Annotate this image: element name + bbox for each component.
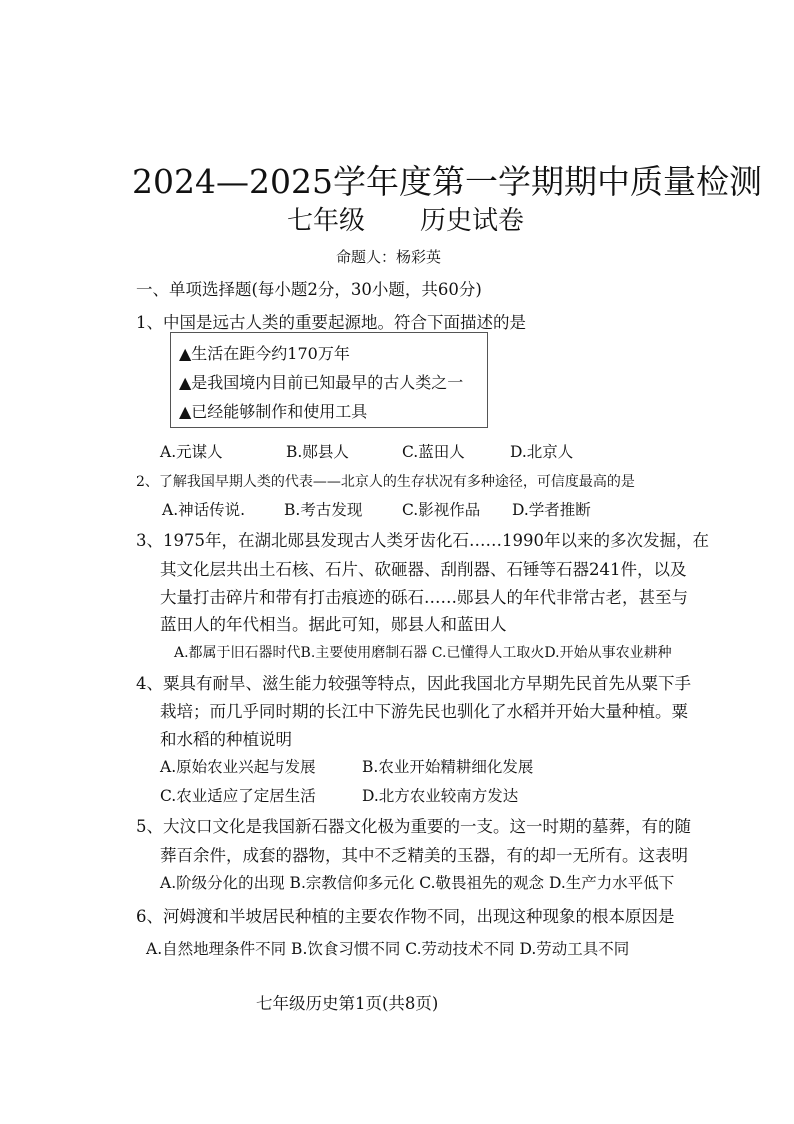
q2-stem: 2、了解我国早期人类的代表——北京人的生存状况有多种途径，可信度最高的是 bbox=[136, 474, 635, 490]
subject-label: 历史试卷 bbox=[420, 206, 525, 236]
q1-box-line: ▲是我国境内目前已知最早的古人类之一 bbox=[179, 373, 464, 392]
q1-stem: 1、中国是远古人类的重要起源地。符合下面描述的是 bbox=[136, 313, 526, 332]
q1-option-d: D.北京人 bbox=[510, 443, 574, 461]
q5-line: 5、大汶口文化是我国新石器文化极为重要的一支。这一时期的墓葬，有的随 bbox=[136, 817, 691, 836]
q4-option-b: B.农业开始精耕细化发展 bbox=[362, 758, 534, 776]
q6-options: A.自然地理条件不同 B.饮食习惯不同 C.劳动技术不同 D.劳动工具不同 bbox=[146, 940, 630, 958]
q4-line: 4、粟具有耐旱、滋生能力较强等特点，因此我国北方早期先民首先从粟下手 bbox=[136, 674, 691, 693]
q5-options: A.阶级分化的出现 B.宗教信仰多元化 C.敬畏祖先的观念 D.生产力水平低下 bbox=[160, 874, 675, 892]
q3-line: 大量打击碎片和带有打击痕迹的砾石……郧县人的年代非常古老，甚至与 bbox=[160, 588, 688, 607]
q6-stem: 6、河姆渡和半坡居民种植的主要农作物不同，出现这种现象的根本原因是 bbox=[136, 907, 675, 926]
grade-label: 七年级 bbox=[287, 206, 366, 236]
page-footer: 七年级历史第1页(共8页) bbox=[256, 994, 439, 1013]
q3-line: 其文化层共出土石核、石片、砍砸器、刮削器、石锤等石器241件，以及 bbox=[160, 560, 687, 579]
q3-line: 蓝田人的年代相当。据此可知，郧县人和蓝田人 bbox=[160, 615, 507, 634]
q2-option-d: D.学者推断 bbox=[512, 501, 591, 519]
q1-box-line: ▲已经能够制作和使用工具 bbox=[179, 402, 368, 421]
q4-line: 和水稻的种植说明 bbox=[160, 730, 292, 749]
q4-line: 栽培；而几乎同时期的长江中下游先民也驯化了水稻并开始大量种植。粟 bbox=[160, 702, 688, 721]
exam-title: 2024—2025学年度第一学期期中质量检测 bbox=[132, 162, 762, 201]
q3-line: 3、1975年，在湖北郧县发现古人类牙齿化石……1990年以来的多次发掘，在 bbox=[136, 531, 709, 550]
q4-option-c: C.农业适应了定居生活 bbox=[160, 787, 316, 805]
q1-option-a: A.元谋人 bbox=[160, 443, 223, 461]
q1-option-c: C.蓝田人 bbox=[402, 443, 465, 461]
q2-option-b: B.考古发现 bbox=[284, 501, 363, 519]
q5-line: 葬百余件，成套的器物，其中不乏精美的玉器，有的却一无所有。这表明 bbox=[160, 846, 688, 865]
q4-option-d: D.北方农业较南方发达 bbox=[362, 787, 519, 805]
section-heading: 一、单项选择题(每小题2分，30小题，共60分) bbox=[136, 280, 482, 299]
q4-option-a: A.原始农业兴起与发展 bbox=[160, 758, 316, 776]
q1-option-b: B.郧县人 bbox=[286, 443, 349, 461]
q3-options: A.都属于旧石器时代B.主要使用磨制石器 C.已懂得人工取火D.开始从事农业耕种 bbox=[174, 645, 672, 661]
q2-option-c: C.影视作品 bbox=[402, 501, 481, 519]
author-line: 命题人：杨彩英 bbox=[336, 248, 442, 266]
q1-box-line: ▲生活在距今约170万年 bbox=[179, 344, 350, 363]
q1-info-box bbox=[170, 332, 488, 428]
q2-option-a: A.神话传说. bbox=[162, 501, 246, 519]
